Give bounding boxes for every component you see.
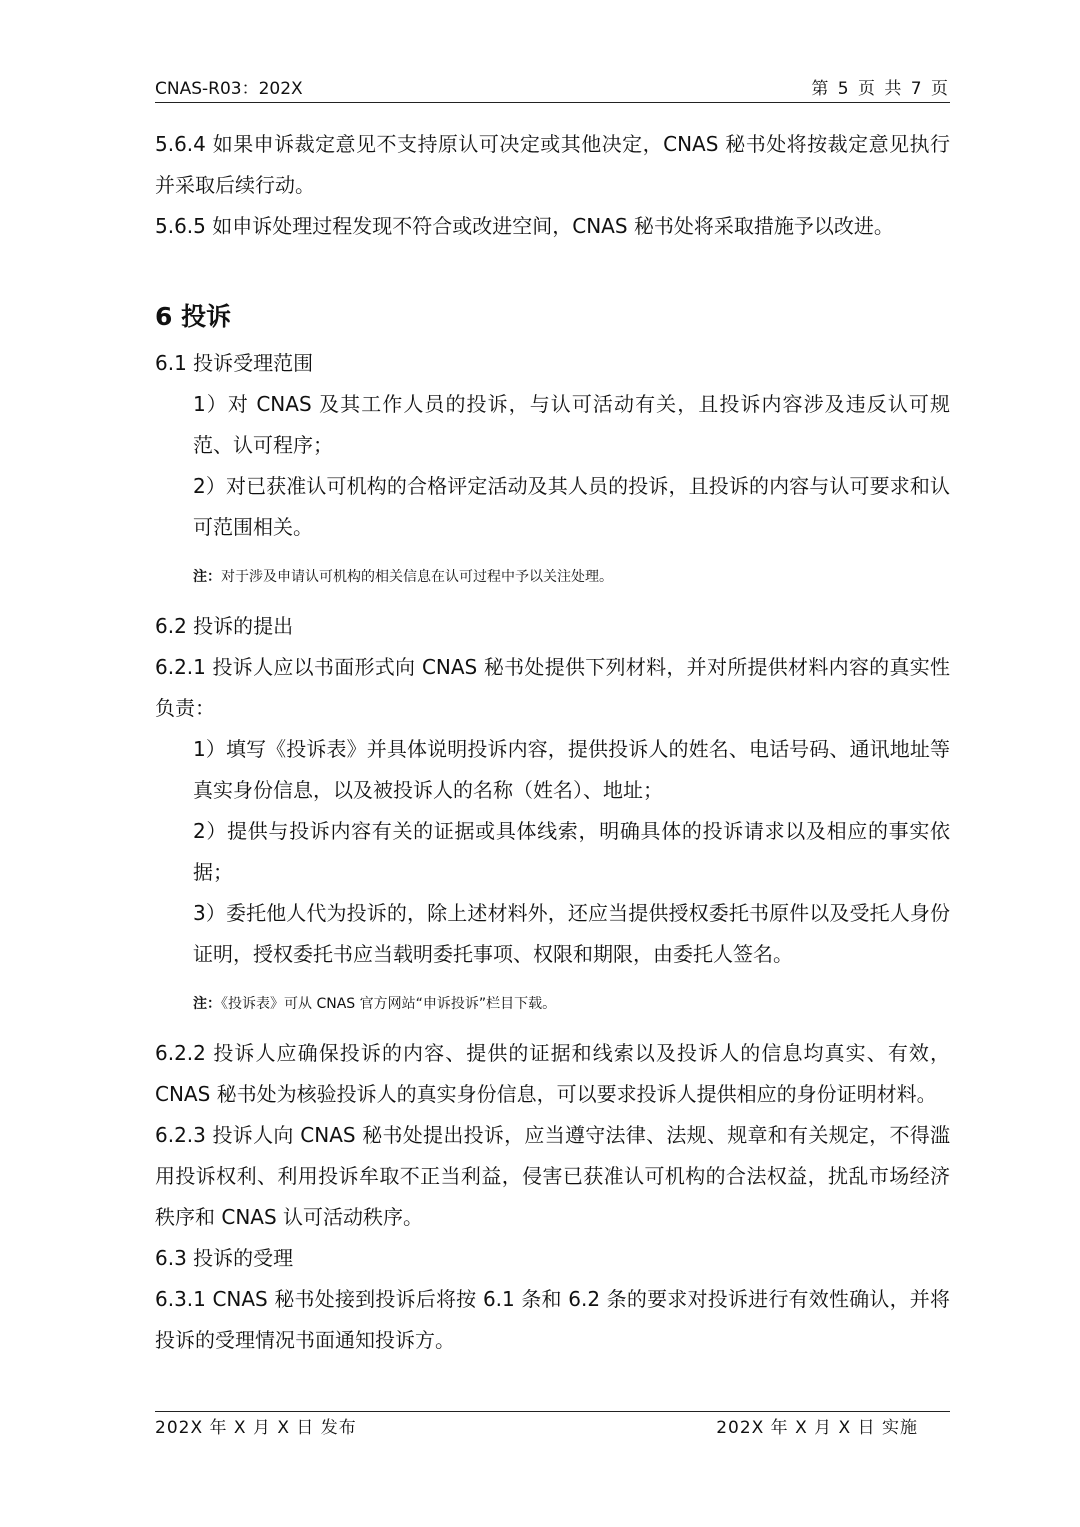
clause-6-2-1: 6.2.1 投诉人应以书面形式向 CNAS 秘书处提供下列材料，并对所提供材料内容的真实性负责： bbox=[155, 655, 950, 720]
clause-6-1-heading: 6.1 投诉受理范围 bbox=[155, 351, 314, 375]
clause-5-6-5: 5.6.5 如申诉处理过程发现不符合或改进空间，CNAS 秘书处将采取措施予以改进。 bbox=[155, 214, 894, 238]
clause-6-2-1-item-1: 1）填写《投诉表》并具体说明投诉内容，提供投诉人的姓名、电话号码、通讯地址等真实身份信息，以及被投诉人的名称（姓名）、地址； bbox=[193, 737, 950, 802]
doc-code: CNAS-R03：202X bbox=[155, 79, 303, 99]
clause-6-1-item-2: 2）对已获准认可机构的合格评定活动及其人员的投诉，且投诉的内容与认可要求和认可范围相关。 bbox=[193, 474, 950, 539]
clause-6-1-note bbox=[155, 562, 950, 592]
clause-6-2-1-item-2: 2）提供与投诉内容有关的证据或具体线索，明确具体的投诉请求以及相应的事实依据； bbox=[193, 819, 950, 884]
page-header bbox=[155, 76, 950, 103]
clause-6-2-1-note bbox=[155, 989, 950, 1019]
clause-6-2-1-item-3: 3）委托他人代为投诉的，除上述材料外，还应当提供授权委托书原件以及受托人身份证明，授权委托书应当载明委托事项、权限和期限，由委托人签名。 bbox=[193, 901, 950, 966]
clause-6-3-heading: 6.3 投诉的受理 bbox=[155, 1246, 294, 1270]
clause-6-1-item-1: 1）对 CNAS 及其工作人员的投诉，与认可活动有关，且投诉内容涉及违反认可规范、认可程序； bbox=[193, 392, 950, 457]
note-label: 注： bbox=[193, 996, 221, 1012]
clause-5-6-4: 5.6.4 如果申诉裁定意见不支持原认可决定或其他决定，CNAS 秘书处将按裁定意见执行并采取后续行动。 bbox=[155, 132, 950, 197]
page-footer bbox=[155, 1411, 950, 1440]
note-label: 注： bbox=[193, 569, 221, 585]
clause-6-3-1: 6.3.1 CNAS 秘书处接到投诉后将按 6.1 条和 6.2 条的要求对投诉进行有效性确认，并将投诉的受理情况书面通知投诉方。 bbox=[155, 1287, 950, 1352]
publish-date: 202X 年 X 月 X 日 发布 bbox=[155, 1418, 357, 1438]
note-text: 对于涉及申请认可机构的相关信息在认可过程中予以关注处理。 bbox=[221, 569, 613, 585]
clause-6-2-heading: 6.2 投诉的提出 bbox=[155, 614, 294, 638]
note-text: 《投诉表》可从 CNAS 官方网站“申诉投诉”栏目下载。 bbox=[221, 996, 557, 1012]
clause-6-2-2: 6.2.2 投诉人应确保投诉的内容、提供的证据和线索以及投诉人的信息均真实、有效，CNAS 秘书处为核验投诉人的真实身份信息，可以要求投诉人提供相应的身份证明材料。 bbox=[155, 1041, 950, 1106]
clause-6-2-3: 6.2.3 投诉人向 CNAS 秘书处提出投诉，应当遵守法律、法规、规章和有关规定，不得滥用投诉权利、利用投诉牟取不正当利益，侵害已获准认可机构的合法权益，扰乱市场经济秩序和 CNAS 认可活动秩序。 bbox=[155, 1123, 950, 1229]
document-body bbox=[155, 124, 950, 1361]
page-number: 第 5 页 共 7 页 bbox=[811, 79, 950, 99]
implement-date: 202X 年 X 月 X 日 实施 bbox=[716, 1418, 918, 1438]
section-6-heading: 6 投诉 bbox=[155, 302, 232, 331]
